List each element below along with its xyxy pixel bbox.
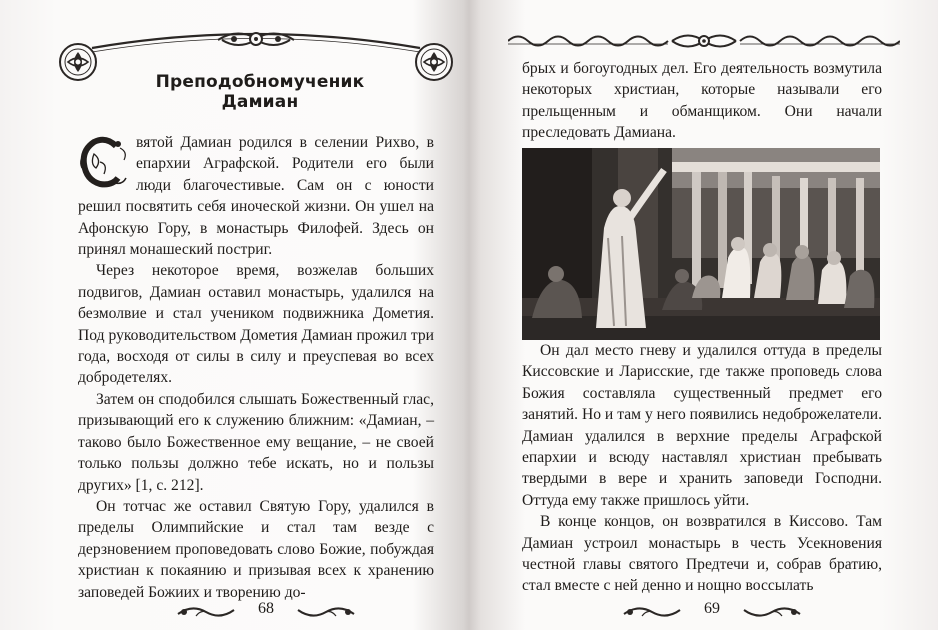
band-center-knot-icon bbox=[672, 36, 736, 47]
right-page-text-top bbox=[522, 58, 882, 144]
right-page-text-bottom bbox=[522, 340, 882, 597]
dropcap-letter-s-icon bbox=[76, 134, 130, 192]
footer-ornament-left-icon bbox=[622, 604, 682, 620]
header-ornament-band bbox=[508, 30, 900, 52]
paragraph-2: Через некоторое время, возжелав больших подвигов, Дамиан оставил монастырь, удалился на безмолвие и стал учеником подвижника Дометия. Под руководительством Дометия Дамиан прожил три года, восходя от силы в силу и преуспевая во всех добродетелях. bbox=[78, 262, 434, 387]
page-number-right: 69 bbox=[704, 600, 720, 617]
paragraph-1-text: вятой Дамиан родился в селении Рихво, в епархии Аграфской. Родители его были люди благочестивые. Сам он с юности решил посвятить себя иноческой жизни. Он ушел на Афонскую Гору, в монастырь Филофей. Здесь он принял монашеский постриг. bbox=[78, 134, 434, 259]
left-page-text bbox=[78, 132, 434, 603]
paragraph-4: Он тотчас же оставил Святую Гору, удалился в пределы Олимпийские и стал там везде с дерзновением проповедовать слово Божие, побуждая христиан к покаянию и призывая всех к хранению заповедей Божиих и творению до- bbox=[78, 497, 434, 601]
footer-ornament-right-icon bbox=[296, 604, 356, 620]
footer-ornament-left-icon bbox=[176, 604, 236, 620]
chapter-title-line1: Преподобномученик bbox=[155, 72, 365, 92]
paragraph-3: Затем он сподобился слышать Божественный глас, призывающий его к служению ближним: «Дамиан, – таково было Божественное ему вещание, – не своей только пользы должно тебе искать, но и пользы других» [1, с. 212]. bbox=[78, 390, 434, 494]
page-number-left: 68 bbox=[258, 600, 274, 617]
footer-ornament-right-icon bbox=[742, 604, 802, 620]
engraving-illustration bbox=[522, 148, 880, 340]
rosette-ornament-left bbox=[60, 44, 96, 80]
paragraph-7: В конце концов, он возвратился в Киссово. Там Дамиан устроил монастырь в честь Усекновения честной главы святого Предтечи и, собрав братию, стал вместе с ней денно и нощно воссылать bbox=[522, 513, 882, 595]
rosette-ornament-right bbox=[416, 44, 452, 80]
chapter-title bbox=[100, 72, 420, 112]
right-page-footer bbox=[612, 598, 812, 626]
paragraph-1 bbox=[78, 132, 434, 260]
paragraph-6: Он дал место гневу и удалился оттуда в пределы Киссовские и Ларисские, где также проповедь слова Божия составляла существенный предмет его занятий. Но и там у него появились недоброжелатели. Дамиан удалился в верхние пределы Аграфской епархии и всюду наставлял христиан пребывать твердыми в вере и хранить заповеди Господни. Оттуда ему также пришлось уйти. bbox=[522, 342, 882, 509]
paragraph-5: брых и богоугодных дел. Его деятельность возмутила некоторых христиан, которые называли его прельщенным и обманщиком. Они начали преследовать Дамиана. bbox=[522, 60, 882, 142]
chapter-title-line2: Дамиан bbox=[221, 92, 299, 112]
left-page-footer bbox=[166, 598, 366, 626]
